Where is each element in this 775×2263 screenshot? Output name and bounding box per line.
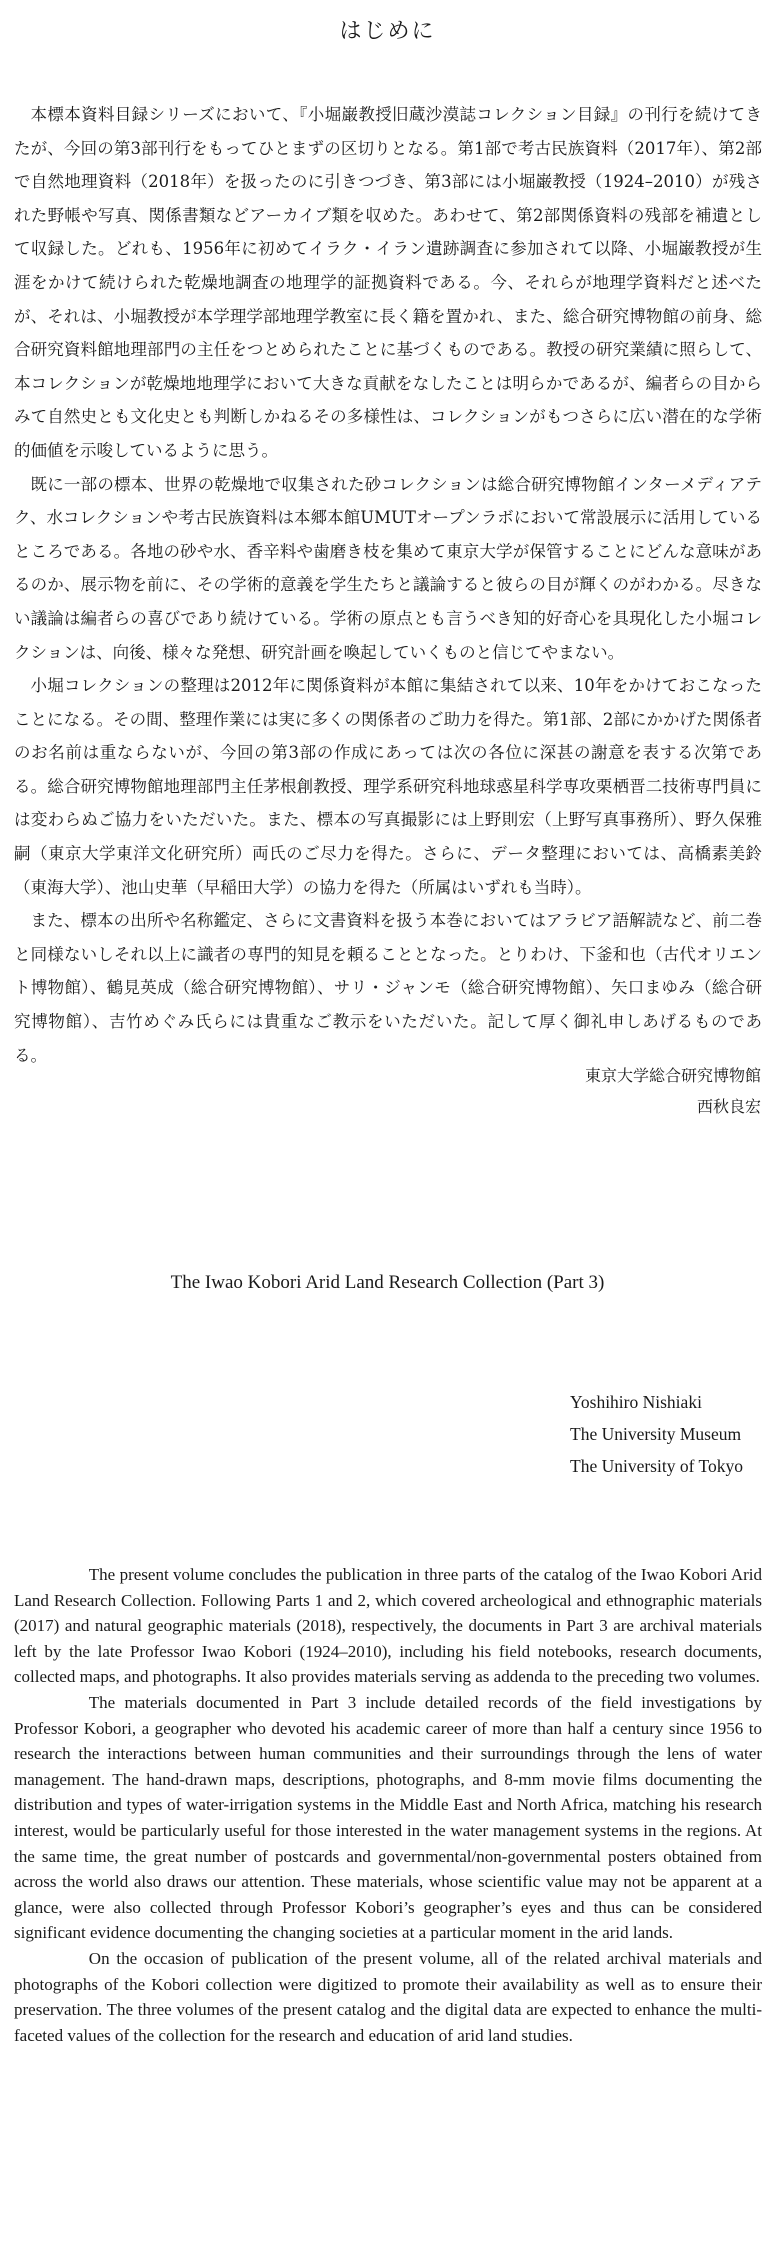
japanese-paragraph-3: 小堀コレクションの整理は2012年に関係資料が本館に集結されて以来、10年をかけておこなったことになる。その間、整理作業には実に多くの関係者のご助力を得た。第1部、2部にかかげた関係者のお名前は重ならないが、今回の第3部の作成にあっては次の各位に深甚の謝意を表する次第である。総合研究博物館地理部門主任茅根創教授、理学系研究科地球惑星科学専攻栗栖晋二技術専門員には変わらぬご協力をいただいた。また、標本の写真撮影には上野則宏（上野写真事務所）、野久保雅嗣（東京大学東洋文化研究所）両氏のご尽力を得た。さらに、データ整理においては、高橋素美鈴（東海大学）、池山史華（早稲田大学）の協力を得た（所属はいずれも当時）。 bbox=[14, 676, 762, 897]
author-affiliation-university: The University of Tokyo bbox=[570, 1456, 743, 1476]
japanese-body bbox=[14, 98, 762, 1072]
signature-name: 西秋良宏 bbox=[696, 1097, 761, 1116]
english-paragraph-1: The present volume concludes the publication in three parts of the catalog of the Iwao Kobori Arid Land Research Collection. Following Parts 1 and 2, which covered archeological and ethnographic materials (2017) and natural geographic materials (2018), respectively, the documents in Part 3 are archival materials left by the late Professor Iwao Kobori (1924–2010), including his field notebooks, research documents, collected maps, and photographs. It also provides materials serving as addenda to the preceding two volumes. bbox=[14, 1565, 762, 1687]
author-name: Yoshihiro Nishiaki bbox=[570, 1392, 702, 1412]
japanese-paragraph-1: 本標本資料目録シリーズにおいて、『小堀巌教授旧蔵沙漠誌コレクション目録』の刊行を続けてきたが、今回の第3部刊行をもってひとまずの区切りとなる。第1部で考古民族資料（2017年）、第2部で自然地理資料（2018年）を扱ったのに引きつづき、第3部には小堀巌教授（1924–2010）が残された野帳や写真、関係書類などアーカイブ類を収めた。あわせて、第2部関係資料の残部を補遺として収録した。どれも、1956年に初めてイラク・イラン遺跡調査に参加されて以降、小堀巌教授が生涯をかけて続けられた乾燥地調査の地理学的証拠資料である。今、それらが地理学資料だと述べたが、それは、小堀教授が本学理学部地理学教室に長く籍を置かれ、また、総合研究博物館の前身、総合研究資料館地理部門の主任をつとめられたことに基づくものである。教授の研究業績に照らして、本コレクションが乾燥地地理学において大きな貢献をなしたことは明らかであるが、編者らの目からみて自然史とも文化史とも判断しかねるその多様性は、コレクションがもつさらに広い潜在的な学術的価値を示唆しているように思う。 bbox=[14, 105, 763, 460]
japanese-signature bbox=[585, 1060, 761, 1122]
japanese-title: はじめに bbox=[339, 19, 436, 44]
english-body bbox=[14, 1562, 762, 2048]
author-affiliation-museum: The University Museum bbox=[570, 1424, 742, 1444]
english-author-block bbox=[570, 1386, 743, 1482]
english-title: The Iwao Kobori Arid Land Research Collection (Part 3) bbox=[170, 1272, 605, 1293]
english-paragraph-2: The materials documented in Part 3 include detailed records of the field investigations by Professor Kobori, a geographer who devoted his academic career of more than half a century since 1956 to research the interactions between human communities and their surroundings through the lens of water management. The hand-drawn maps, descriptions, photographs, and 8-mm movie films documenting the distribution and types of water-irrigation systems in the Middle East and North Africa, matching his research interest, would be particularly useful for those interested in the water management systems in the regions. At the same time, the great number of postcards and governmental/non-governmental posters obtained from across the world also draws our attention. These materials, whose scientific value may not be apparent at a glance, were also collected through Professor Kobori’s geographer’s eyes and thus can be considered significant evidence documenting the changing societies at a particular moment in the arid lands. bbox=[14, 1692, 762, 1943]
english-paragraph-3: On the occasion of publication of the present volume, all of the related archival materials and photographs of the Kobori collection were digitized to promote their availability as well as to ensure their preservation. The three volumes of the present catalog and the digital data are expected to enhance the multi-faceted values of the collection for the research and education of arid land studies. bbox=[14, 1948, 762, 2045]
japanese-paragraph-2: 既に一部の標本、世界の乾燥地で収集された砂コレクションは総合研究博物館インターメディアテク、水コレクションや考古民族資料は本郷本館UMUTオープンラボにおいて常設展示に活用しているところである。各地の砂や水、香辛料や歯磨き枝を集めて東京大学が保管することにどんな意味があるのか、展示物を前に、その学術的意義を学生たちと議論すると彼らの目が輝くのがわかる。尽きない議論は編者らの喜びであり続けている。学術の原点とも言うべき知的好奇心を具現化した小堀コレクションは、向後、様々な発想、研究計画を喚起していくものと信じてやまない。 bbox=[14, 474, 762, 662]
signature-organization: 東京大学総合研究博物館 bbox=[584, 1066, 761, 1085]
japanese-paragraph-4: また、標本の出所や名称鑑定、さらに文書資料を扱う本巻においてはアラビア語解読など、前二巻と同様ないしそれ以上に識者の専門的知見を頼ることとなった。とりわけ、下釜和也（古代オリエント博物館）、鶴見英成（総合研究博物館）、サリ・ジャンモ（総合研究博物館）、矢口まゆみ（総合研究博物館）、吉竹めぐみ氏らには貴重なご教示をいただいた。記して厚く御礼申しあげるものである。 bbox=[14, 911, 762, 1065]
